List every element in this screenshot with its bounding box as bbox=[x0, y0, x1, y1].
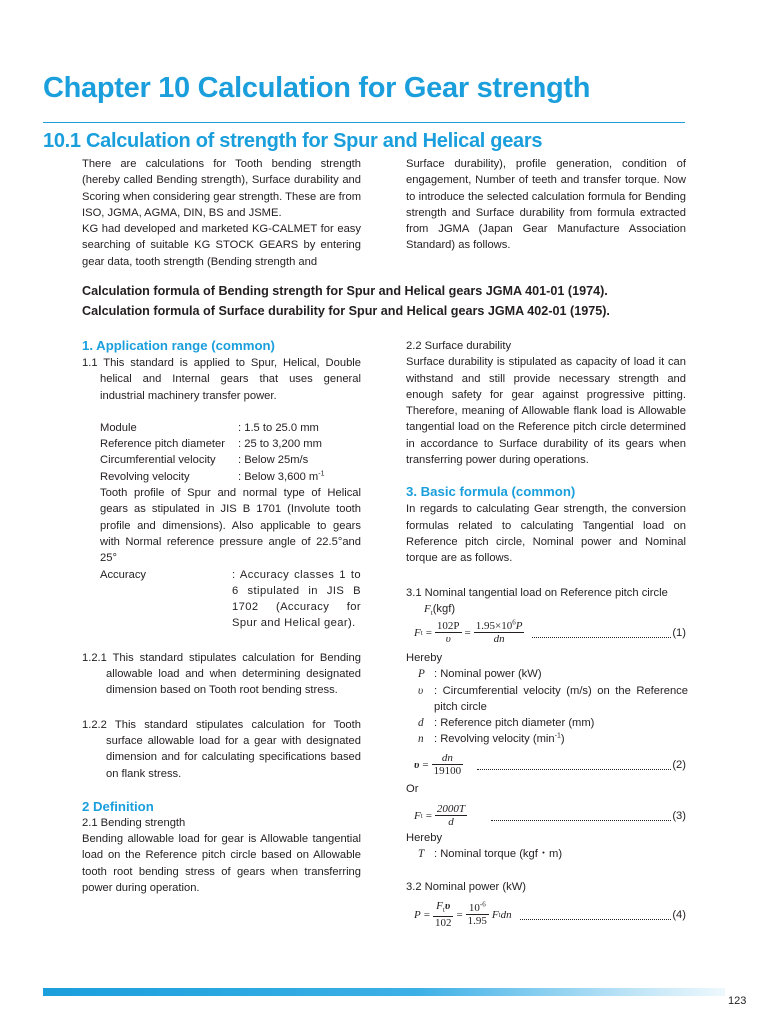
ft-unit-line: $F_t(kgf)$ bbox=[424, 602, 456, 618]
sub-nominal-tangential-load: 3.1 Nominal tangential load on Reference pitch circle bbox=[406, 586, 668, 599]
spec-revolving-velocity: Revolving velocity : Below 3,600 $m^{-1}$ bbox=[100, 470, 325, 483]
intro-paragraph-3: Surface durability), profile generation, condition of engagement, Number of teeth and transfer torque. Now to introduce the selected calculation formula for Bending strength and Surface durability from formula extracted from JGMA (Japan Gear Manufacture Association Standard) as follows. bbox=[406, 158, 686, 252]
def-revolving-velocity: n : Revolving velocity $(\min^{-1})$ bbox=[418, 732, 565, 746]
paragraph-1-2-2: 1.2.2 This standard stipulates calculation for Tooth surface allowable load for a gear with designated dimension and for calculating specifications based on flank stress. bbox=[82, 718, 361, 780]
chapter-title: Chapter 10 Calculation for Gear strength bbox=[43, 72, 591, 104]
intro-paragraph-1: There are calculations for Tooth bending strength (hereby called Bending strength), Surface durability and Scoring when considering gear strength. These are from ISO, JGMA, AGMA, DIN, BS and JSME. bbox=[82, 158, 362, 219]
heading-application-range: 1. Application range (common) bbox=[82, 338, 275, 353]
def-circumferential-velocity: υ : Circumferential velocity (m/s) on the Reference pitch circle bbox=[418, 684, 688, 713]
title-rule bbox=[43, 122, 685, 123]
eq3-fraction: $\frac{2000T}{d}$ bbox=[436, 803, 466, 828]
section-title: 10.1 Calculation of strength for Spur and Helical gears bbox=[43, 130, 543, 152]
eq2-fraction: $\frac{dn}{19100}$ bbox=[433, 752, 462, 777]
equation-3: F t = $\frac{2000T}{d}$ (3) bbox=[414, 803, 686, 828]
sub-bending-strength: 2.1 Bending strength bbox=[82, 816, 186, 829]
tooth-profile-text: Tooth profile of Spur and normal type of Helical gears as stipulated in JIS B 1701 (Involute tooth profile and dimensions). Also applicable to gears with Normal reference pressure angle of 22.5°and 25° bbox=[100, 487, 361, 565]
equation-4: P = $\frac{F_t\upsilon}{102}$ = $\frac{10^{-6}}{1.95}$ F t dn (4) bbox=[414, 900, 686, 930]
formula-headings bbox=[82, 281, 610, 321]
hereby-label-2: Hereby bbox=[406, 832, 443, 844]
heading-basic-formula: 3. Basic formula (common) bbox=[406, 484, 576, 500]
intro-right-column bbox=[406, 156, 686, 254]
spec-accuracy: Accuracy : Accuracy classes 1 to 6 stipulated in JIS B 1702 (Accuracy for Spur and Helical gear). bbox=[100, 568, 361, 630]
formula-heading-surface: Calculation formula of Surface durability for Spur and Helical gears JGMA 402-01 (1975). bbox=[82, 304, 610, 318]
paragraph-1-1: 1.1 This standard is applied to Spur, Helical, Double helical and Internal gears that uses general industrial machinery transfer power. bbox=[82, 357, 361, 402]
def-pitch-diameter: d : Reference pitch diameter (mm) bbox=[418, 717, 595, 730]
or-label: Or bbox=[406, 783, 419, 795]
spec-pitch-diameter: Reference pitch diameter : 25 to 3,200 mm bbox=[100, 438, 322, 451]
def-nominal-power: P : Nominal power (kW) bbox=[418, 668, 542, 681]
left-column bbox=[82, 338, 361, 896]
heading-definition: 2 Definition bbox=[82, 798, 154, 814]
sub-surface-durability: 2.2 Surface durability bbox=[406, 340, 512, 352]
eq4-fraction-1: $\frac{F_t\upsilon}{102}$ bbox=[434, 900, 452, 930]
eq4-fraction-2: $\frac{10^{-6}}{1.95}$ bbox=[467, 900, 487, 928]
intro-left-column bbox=[82, 156, 361, 270]
equation-2: υ = $\frac{dn}{19100}$ (2) bbox=[414, 752, 686, 777]
eq1-fraction-1: $\frac{102P}{\upsilon}$ bbox=[436, 620, 460, 645]
definitions-2 bbox=[406, 830, 688, 863]
formula-heading-bending: Calculation formula of Bending strength for Spur and Helical gears JGMA 401-01 (1974). bbox=[82, 284, 608, 298]
spec-module: Module : 1.5 to 25.0 mm bbox=[100, 421, 319, 434]
def-nominal-torque: T : Nominal torque (kgf・m) bbox=[418, 848, 563, 861]
spec-circumferential-velocity: Circumferential velocity : Below 25m/s bbox=[100, 454, 309, 467]
footer-bar bbox=[43, 988, 725, 996]
paragraph-2-1: Bending allowable load for gear is Allowable tangential load on the Reference pitch circle based on Allowable tooth root bending stress of gears when transferring power during operation. bbox=[82, 833, 361, 895]
page-number: 123 bbox=[728, 995, 747, 1007]
equation-1: F t = $\frac{102P}{\upsilon}$ = $\frac{1.95\times 10^6P}{dn}$ (1) bbox=[414, 618, 686, 645]
eq1-fraction-2: $\frac{1.95\times 10^6P}{dn}$ bbox=[475, 618, 523, 645]
paragraph-2-2: Surface durability is stipulated as capacity of load it can withstand and still provide necessary strength and enough safety for gear against progressive pitting. Therefore, meaning of Allowable flank load is Allowable tangential load on the Reference pitch circle determined in accordance to Surface durability of its gears when transferring power during operations. bbox=[406, 356, 686, 467]
definitions-1 bbox=[406, 650, 688, 748]
spec-list bbox=[82, 420, 361, 632]
sub-nominal-power: 3.2 Nominal power (kW) bbox=[406, 881, 526, 893]
paragraph-3: In regards to calculating Gear strength, the conversion formulas related to calculating Tangential load on Reference pitch circle, Nominal power and Nominal torque are as follows. bbox=[406, 503, 686, 565]
intro-paragraph-2: KG had developed and marketed KG-CALMET for easy searching of suitable KG STOCK GEARS by entering gear data, tooth strength (Bending strength and bbox=[82, 223, 361, 268]
hereby-label: Hereby bbox=[406, 652, 443, 664]
paragraph-1-2-1: 1.2.1 This standard stipulates calculation for Bending allowable load and when determining designated dimension based on Tooth root bending stress. bbox=[82, 651, 361, 697]
right-column bbox=[406, 338, 686, 621]
